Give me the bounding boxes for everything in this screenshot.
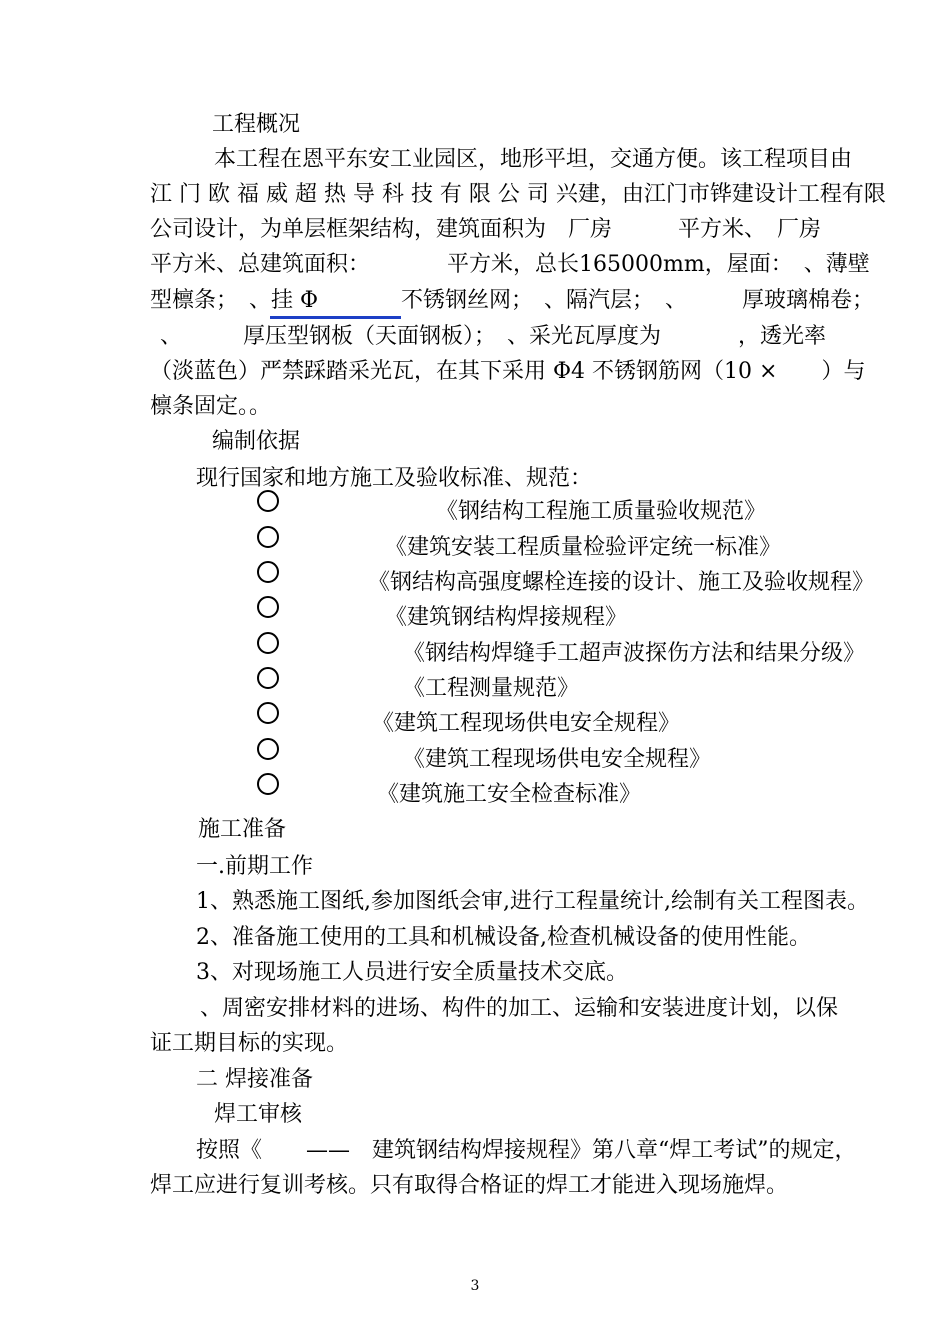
page-number: 3 xyxy=(470,1278,480,1294)
text: 焊工审核 xyxy=(214,1102,303,1127)
paragraph-line xyxy=(0,143,950,177)
text: ，透光率 xyxy=(738,324,827,349)
text: 焊工应进行复训考核。只有取得合格证的焊工才能进入现场施焊。 xyxy=(150,1173,789,1198)
standard-title: 《钢结构高强度螺栓连接的设计、施工及验收规程》 xyxy=(368,570,875,595)
list-item xyxy=(0,992,950,1026)
list-item xyxy=(0,778,950,812)
standard-title: 《钢结构工程施工质量验收规范》 xyxy=(436,499,767,524)
paragraph-line xyxy=(0,355,950,389)
subheading xyxy=(0,850,950,884)
standard-title: 《建筑工程现场供电安全规程》 xyxy=(372,711,681,736)
standard-title: 《工程测量规范》 xyxy=(403,676,580,701)
standard-title: 《建筑安装工程质量检验评定统一标准》 xyxy=(385,535,782,560)
paragraph-line xyxy=(0,1169,950,1203)
paragraph-line xyxy=(0,213,950,247)
text: 型檩条； 、挂 Φ xyxy=(150,288,319,313)
text: 公司设计，为单层框架结构，建筑面积为 厂房 平方米、 厂房 xyxy=(150,217,822,242)
text: 厚压型钢板（天面钢板）； 、采光瓦厚度为 xyxy=(243,324,662,349)
paragraph-line xyxy=(0,1027,950,1061)
text: 一.前期工作 xyxy=(196,854,313,879)
text: 1、熟悉施工图纸,参加图纸会审,进行工程量统计,绘制有关工程图表。 xyxy=(196,889,869,914)
standard-title: 《钢结构焊缝手工超声波探伤方法和结果分级》 xyxy=(403,641,866,666)
text: （淡蓝色）严禁踩踏采光瓦，在其下采用 Φ4 不锈钢筋网（10 × ）与 xyxy=(150,359,866,384)
subheading xyxy=(0,1098,950,1132)
paragraph-line xyxy=(0,320,950,354)
heading-text: 施工准备 xyxy=(198,817,287,842)
text: 平方米、总建筑面积： 平方米，总长165000mm，屋面： 、薄壁 xyxy=(150,252,870,277)
standard-title: 《建筑工程现场供电安全规程》 xyxy=(403,747,712,772)
text: 本工程在恩平东安工业园区，地形平坦，交通方便。该工程项目由 xyxy=(214,147,853,172)
text: 按照《 —— 建筑钢结构焊接规程》第八章“焊工考试”的规定， xyxy=(196,1138,857,1163)
text: 2、准备施工使用的工具和机械设备,检查机械设备的使用性能。 xyxy=(196,925,811,950)
text: 檩条固定。。 xyxy=(150,394,272,419)
list-item xyxy=(0,601,950,635)
section-title-overview xyxy=(0,108,950,142)
paragraph-line xyxy=(0,390,950,424)
list-item xyxy=(0,672,950,706)
paragraph-line xyxy=(0,178,950,212)
list-item xyxy=(0,707,950,741)
heading-text: 工程概况 xyxy=(212,112,301,137)
list-item xyxy=(0,885,950,919)
list-item xyxy=(0,495,950,529)
hyperlink-underline[interactable] xyxy=(270,316,401,319)
text: 现行国家和地方施工及验收标准、规范： xyxy=(196,466,593,491)
paragraph-line xyxy=(0,1134,950,1168)
text: 3、对现场施工人员进行安全质量技术交底。 xyxy=(196,960,628,985)
paragraph-line xyxy=(0,284,950,318)
paragraph-line xyxy=(0,462,950,496)
paragraph-line xyxy=(0,248,950,282)
list-item xyxy=(0,921,950,955)
heading-text: 编制依据 xyxy=(212,429,301,454)
subheading xyxy=(0,1063,950,1097)
text: 二 焊接准备 xyxy=(196,1067,313,1092)
list-item xyxy=(0,956,950,990)
section-title-preparation xyxy=(0,813,950,847)
section-title-basis xyxy=(0,425,950,459)
list-item xyxy=(0,743,950,777)
standard-title: 《建筑钢结构焊接规程》 xyxy=(385,605,628,630)
list-item xyxy=(0,637,950,671)
list-item xyxy=(0,566,950,600)
standard-title: 《建筑施工安全检查标准》 xyxy=(377,782,642,807)
text: 、 xyxy=(160,324,183,349)
list-item xyxy=(0,531,950,565)
text: 证工期目标的实现。 xyxy=(150,1031,349,1056)
text: 、周密安排材料的进场、构件的加工、运输和安装进度计划，以保 xyxy=(200,996,839,1021)
text: 江 门 欧 福 威 超 热 导 科 技 有 限 公 司 兴建，由江门市铧建设计工程有限 xyxy=(150,182,886,207)
text: 不锈钢丝网； 、隔汽层； 、 厚玻璃棉卷； xyxy=(401,288,875,313)
